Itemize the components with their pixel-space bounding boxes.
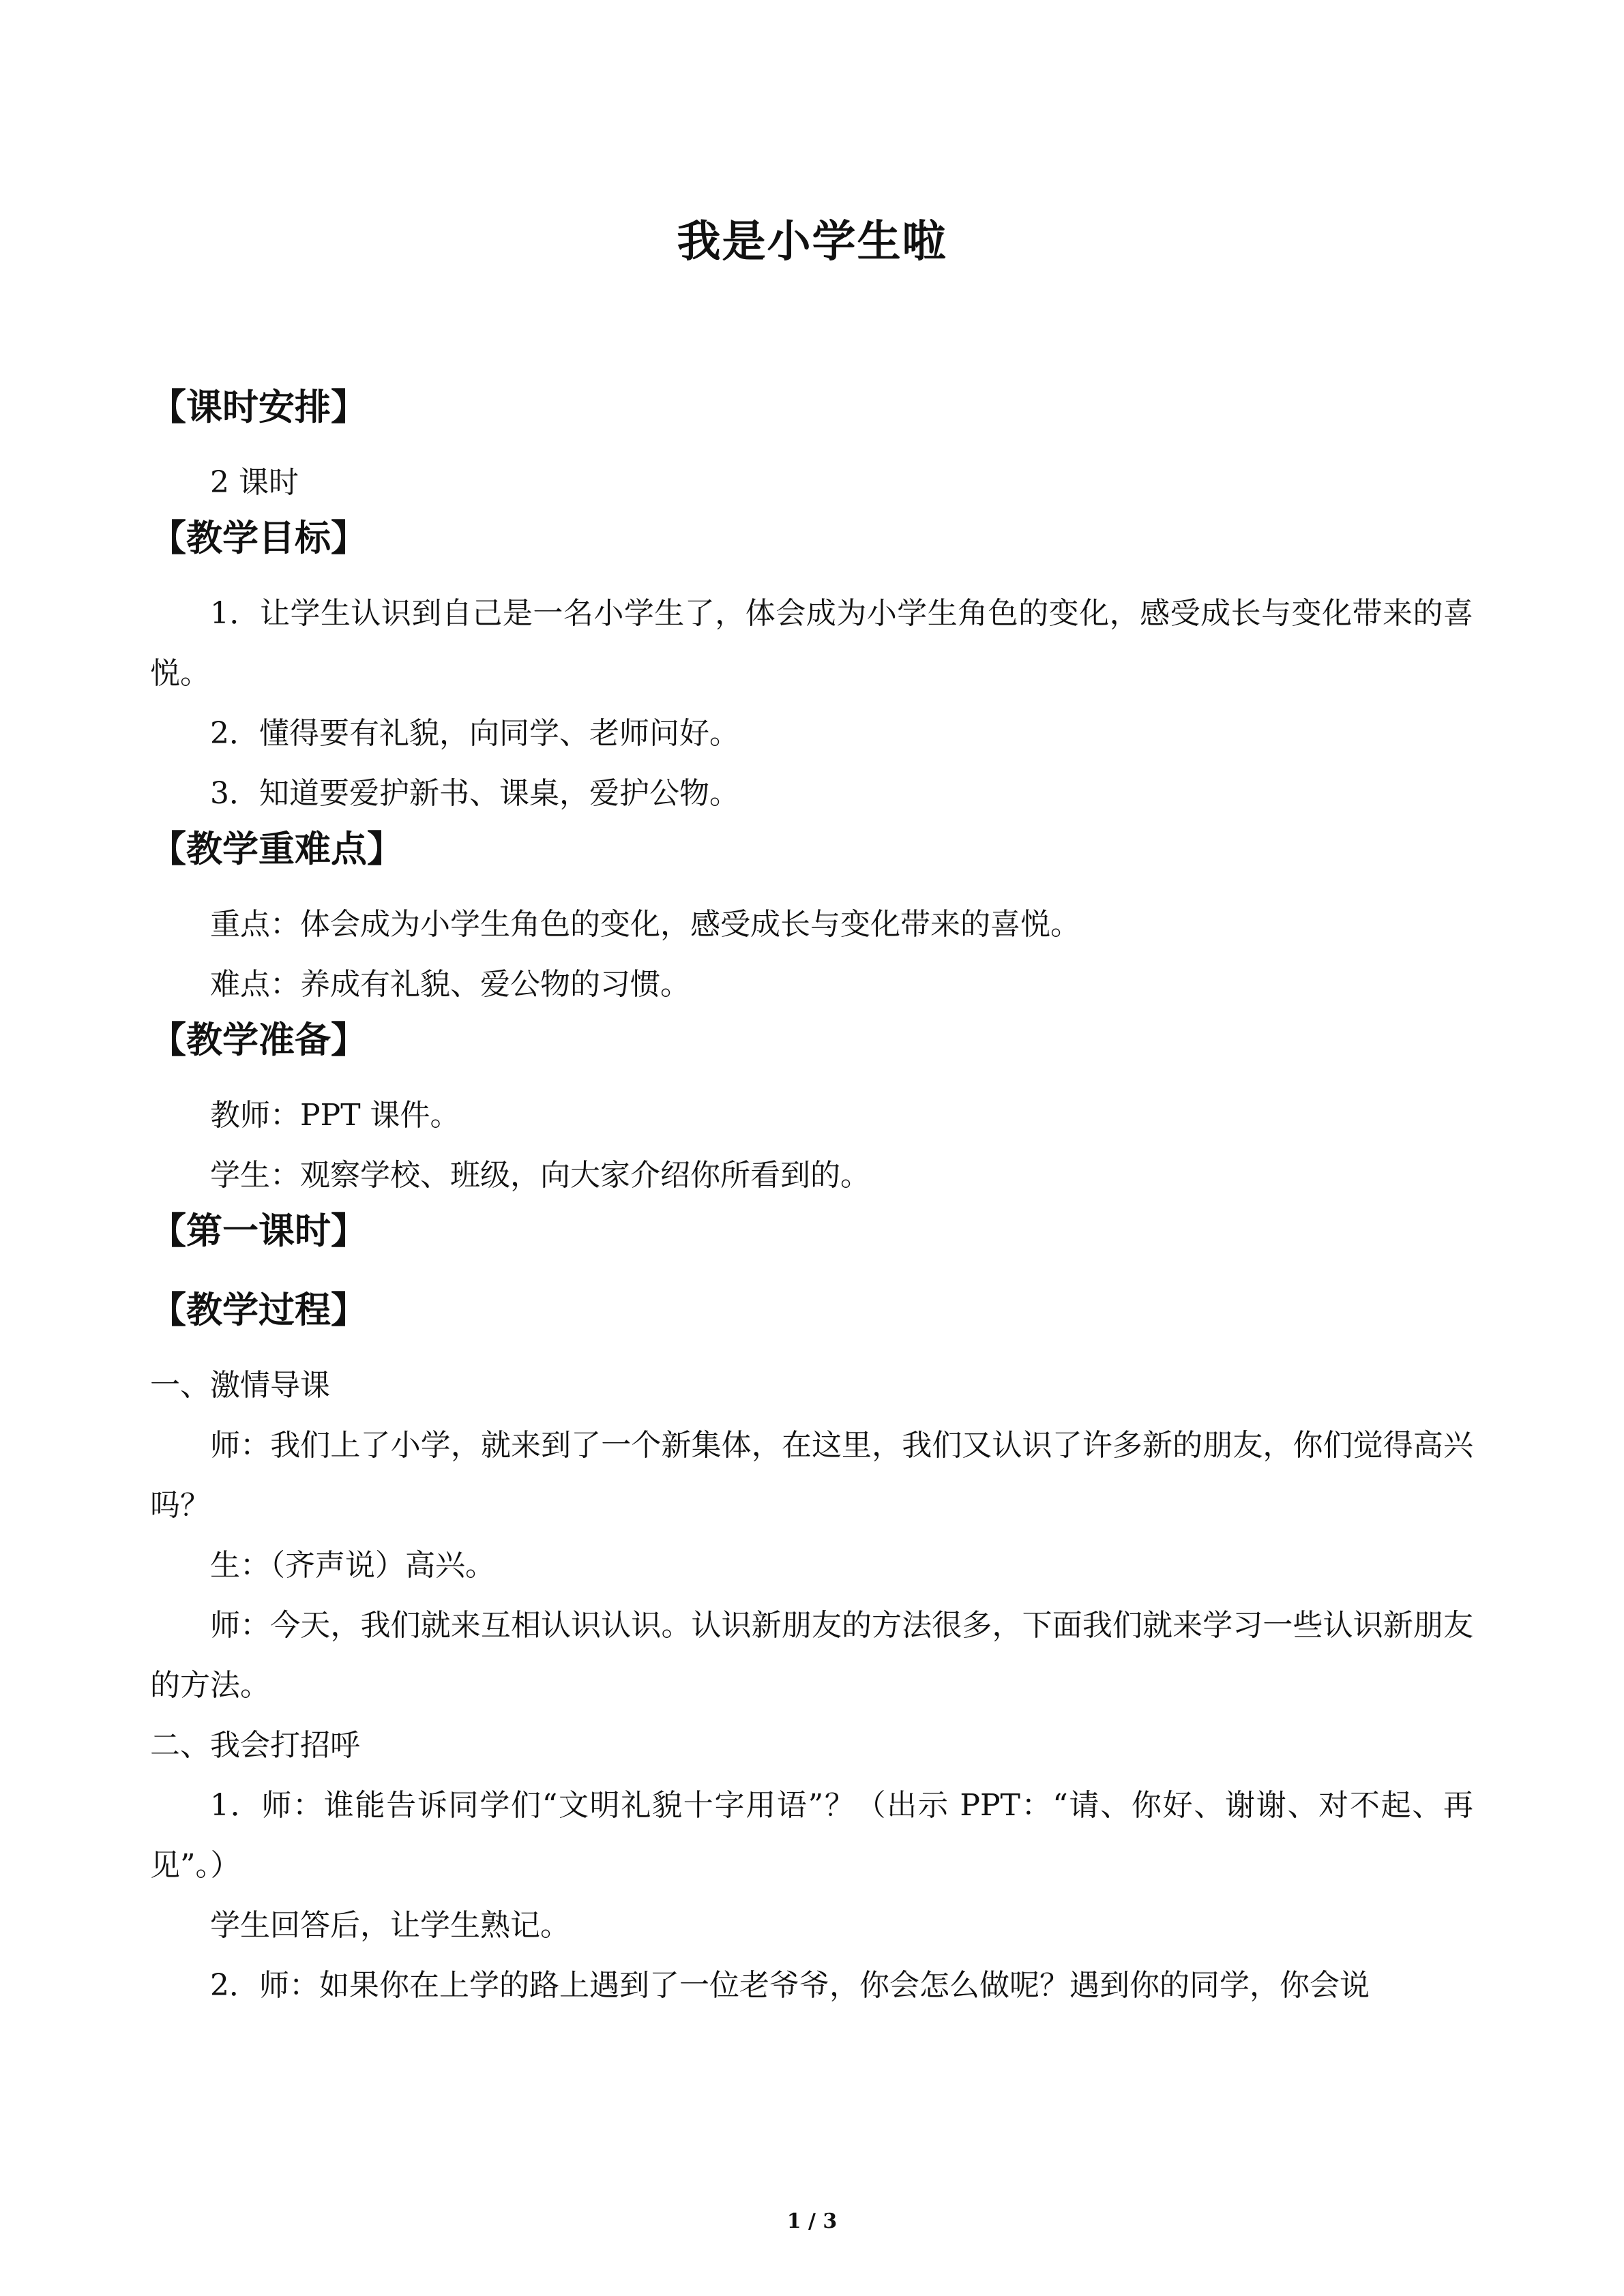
process-paragraph: 1．师：谁能告诉同学们“文明礼貌十字用语”？（出示 PPT：“请、你好、谢谢、对不起、再见”。） (150, 1788, 1473, 1883)
prep-item: 学生：观察学校、班级，向大家介绍你所看到的。 (210, 1158, 870, 1193)
process-paragraph: 学生回答后，让学生熟记。 (210, 1908, 570, 1943)
heading-goals: 【教学目标】 (150, 518, 367, 559)
process-paragraph: 师：我们上了小学，就来到了一个新集体，在这里，我们又认识了许多新的朋友，你们觉得高兴吗？ (150, 1428, 1473, 1523)
heading-lesson1: 【第一课时】 (150, 1210, 367, 1252)
heading-schedule: 【课时安排】 (150, 387, 367, 428)
process-paragraph: 2．师：如果你在上学的路上遇到了一位老爷爷，你会怎么做呢？遇到你的同学，你会说 (210, 1968, 1370, 2003)
page-number: 1 / 3 (786, 2209, 838, 2233)
keypoint-item: 难点：养成有礼貌、爱公物的习惯。 (210, 967, 690, 1002)
goal-item: 1．让学生认识到自己是一名小学生了，体会成为小学生角色的变化，感受成长与变化带来的喜悦。 (150, 596, 1473, 691)
process-part2-title: 二、我会打招呼 (150, 1728, 360, 1763)
keypoint-item: 重点：体会成为小学生角色的变化，感受成长与变化带来的喜悦。 (210, 907, 1080, 942)
goal-item: 3．知道要爱护新书、课桌，爱护公物。 (210, 776, 739, 811)
heading-keypoints: 【教学重难点】 (150, 829, 403, 870)
process-paragraph: 生：（齐声说）高兴。 (210, 1548, 495, 1583)
document-body (150, 382, 1473, 2016)
heading-process: 【教学过程】 (150, 1289, 367, 1331)
process-part1-title: 一、激情导课 (150, 1368, 330, 1403)
heading-prep: 【教学准备】 (150, 1019, 367, 1061)
goal-item: 2．懂得要有礼貌，向同学、老师问好。 (210, 716, 739, 751)
prep-item: 教师：PPT 课件。 (210, 1098, 460, 1133)
page-title: 我是小学生啦 (677, 217, 947, 267)
process-paragraph: 师：今天，我们就来互相认识认识。认识新朋友的方法很多，下面我们就来学习一些认识新朋友的方法。 (150, 1608, 1473, 1703)
schedule-text: 2 课时 (210, 465, 299, 500)
